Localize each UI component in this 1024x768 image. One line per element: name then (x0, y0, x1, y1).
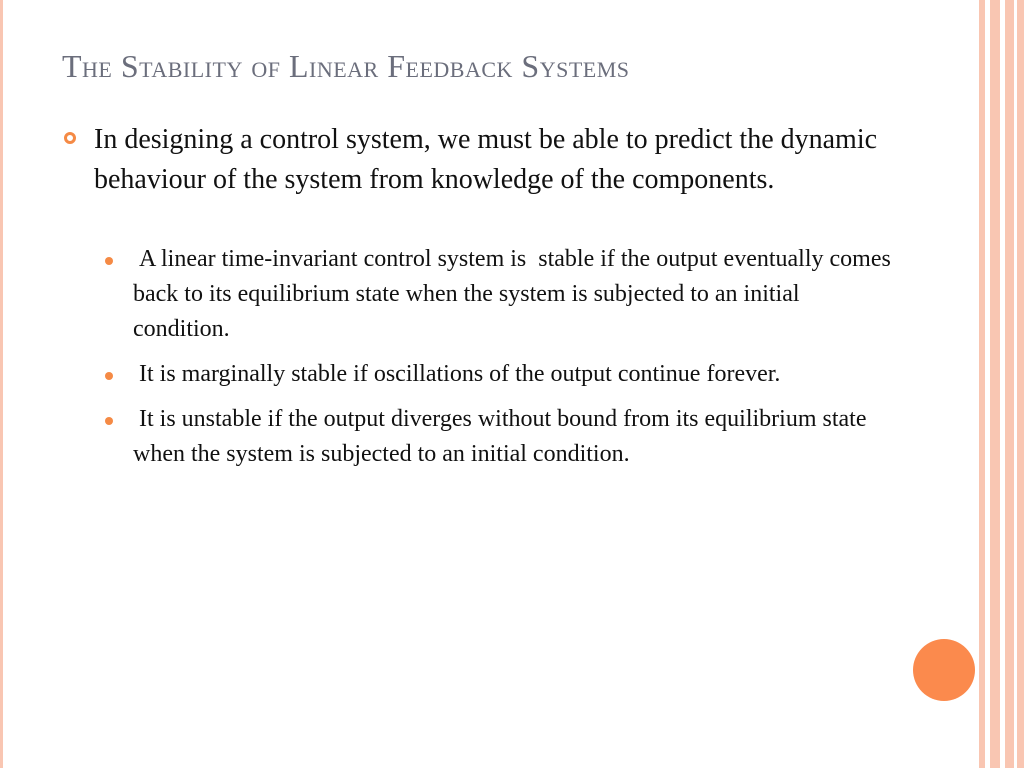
sub-bullet-item (105, 357, 902, 392)
sub-bullet-list (62, 242, 902, 472)
bullet-item (62, 120, 902, 200)
right-stripe-4 (1017, 0, 1024, 768)
sub-bullet-item (105, 242, 902, 347)
slide-content (62, 120, 902, 482)
left-edge-stripe (0, 0, 3, 768)
sub-bullet-text: A linear time-invariant control system is stable if the output eventually comes back to its equilibrium state when the system is subjected to an initial condition. (133, 246, 897, 342)
right-stripe-1 (979, 0, 985, 768)
sub-bullet-text: It is unstable if the output diverges without bound from its equilibrium state when the system is subjected to an initial condition. (133, 406, 873, 467)
orange-circle-decoration (913, 639, 975, 701)
right-stripe-2 (990, 0, 1000, 768)
dot-bullet-icon (105, 417, 113, 425)
slide-title: The Stability of Linear Feedback Systems (62, 48, 630, 84)
dot-bullet-icon (105, 372, 113, 380)
ring-bullet-icon (64, 132, 76, 144)
bullet-text: In designing a control system, we must be able to predict the dynamic behaviour of the system from knowledge of the components. (94, 124, 878, 195)
sub-bullet-item (105, 402, 902, 472)
sub-bullet-text: It is marginally stable if oscillations of the output continue forever. (133, 361, 781, 387)
dot-bullet-icon (105, 257, 113, 265)
right-stripe-3 (1005, 0, 1014, 768)
